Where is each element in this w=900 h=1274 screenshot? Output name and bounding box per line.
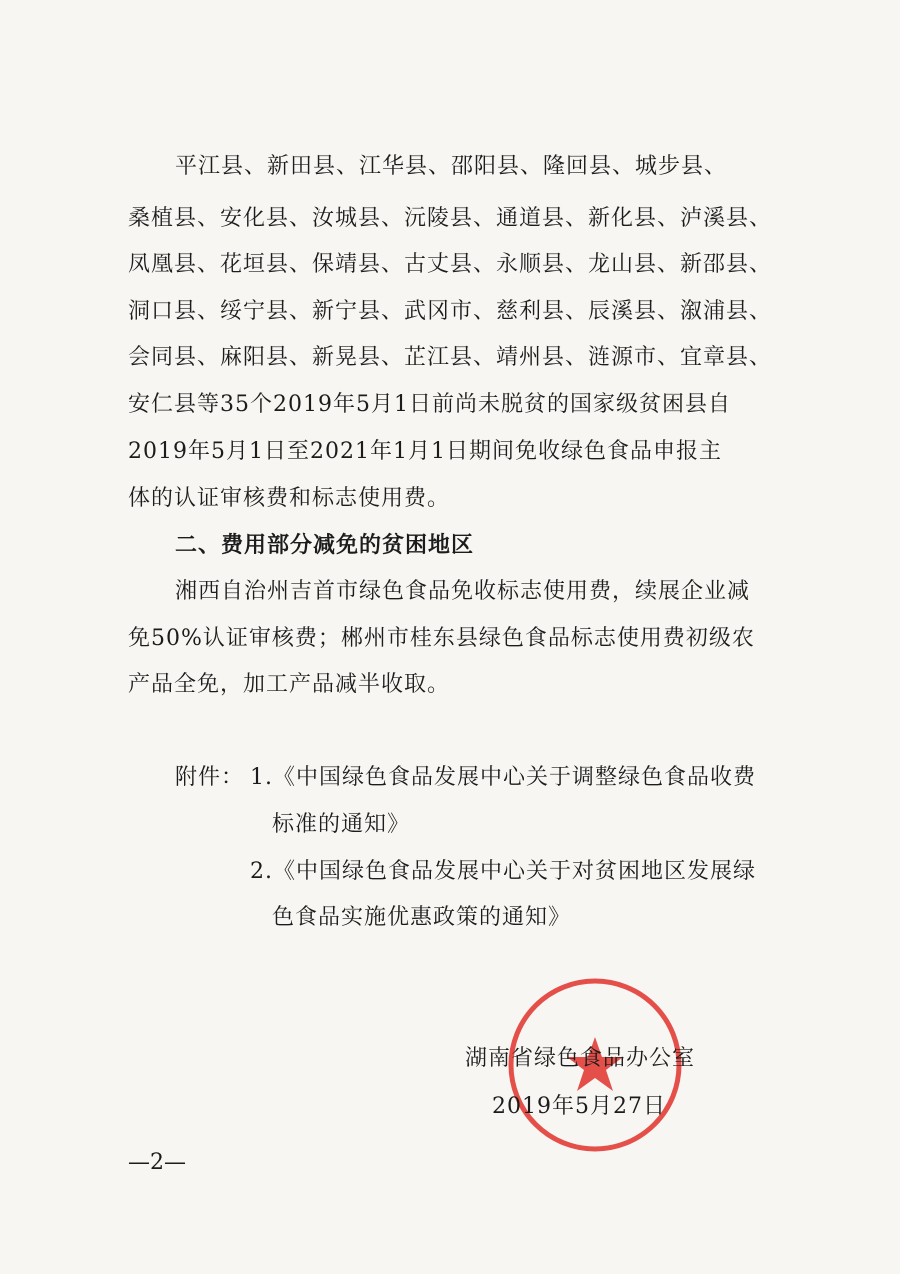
section-line-1: 湘西自治州吉首市绿色食品免收标志使用费，续展企业减: [175, 579, 751, 604]
section-line-3: 产品全免，加工产品减半收取。: [128, 672, 451, 697]
page-number: —2—: [128, 1150, 186, 1175]
body-line-6: 安仁县等35个2019年5月1日前尚未脱贫的国家级贫困县自: [128, 392, 731, 417]
attachments-label: 附件：: [175, 765, 245, 790]
signature-date: 2019年5月27日: [492, 1094, 666, 1119]
body-line-8: 体的认证审核费和标志使用费。: [128, 486, 451, 511]
attachment-2-line-2: 色食品实施优惠政策的通知》: [272, 905, 572, 930]
body-line-3: 凤凰县、花垣县、保靖县、古丈县、永顺县、龙山县、新邵县、: [128, 252, 773, 277]
section-heading: 二、费用部分减免的贫困地区: [175, 532, 475, 558]
section-line-2: 免50%认证审核费；郴州市桂东县绿色食品标志使用费初级农: [128, 626, 755, 651]
signature-org: 湖南省绿色食品办公室: [465, 1046, 696, 1071]
body-line-4: 洞口县、绥宁县、新宁县、武冈市、慈利县、辰溪县、溆浦县、: [128, 299, 773, 324]
attachment-2-line-1: 2.《中国绿色食品发展中心关于对贫困地区发展绿: [250, 859, 756, 884]
body-line-7: 2019年5月1日至2021年1月1日期间免收绿色食品申报主: [128, 439, 722, 464]
attachment-1-line-1: 1.《中国绿色食品发展中心关于调整绿色食品收费: [250, 765, 756, 790]
attachment-1-line-2: 标准的通知》: [272, 812, 411, 837]
body-line-2: 桑植县、安化县、汝城县、沅陵县、通道县、新化县、泸溪县、: [128, 206, 773, 231]
body-line-1: 平江县、新田县、江华县、邵阳县、隆回县、城步县、: [175, 154, 728, 179]
body-line-5: 会同县、麻阳县、新晃县、芷江县、靖州县、涟源市、宜章县、: [128, 345, 773, 370]
